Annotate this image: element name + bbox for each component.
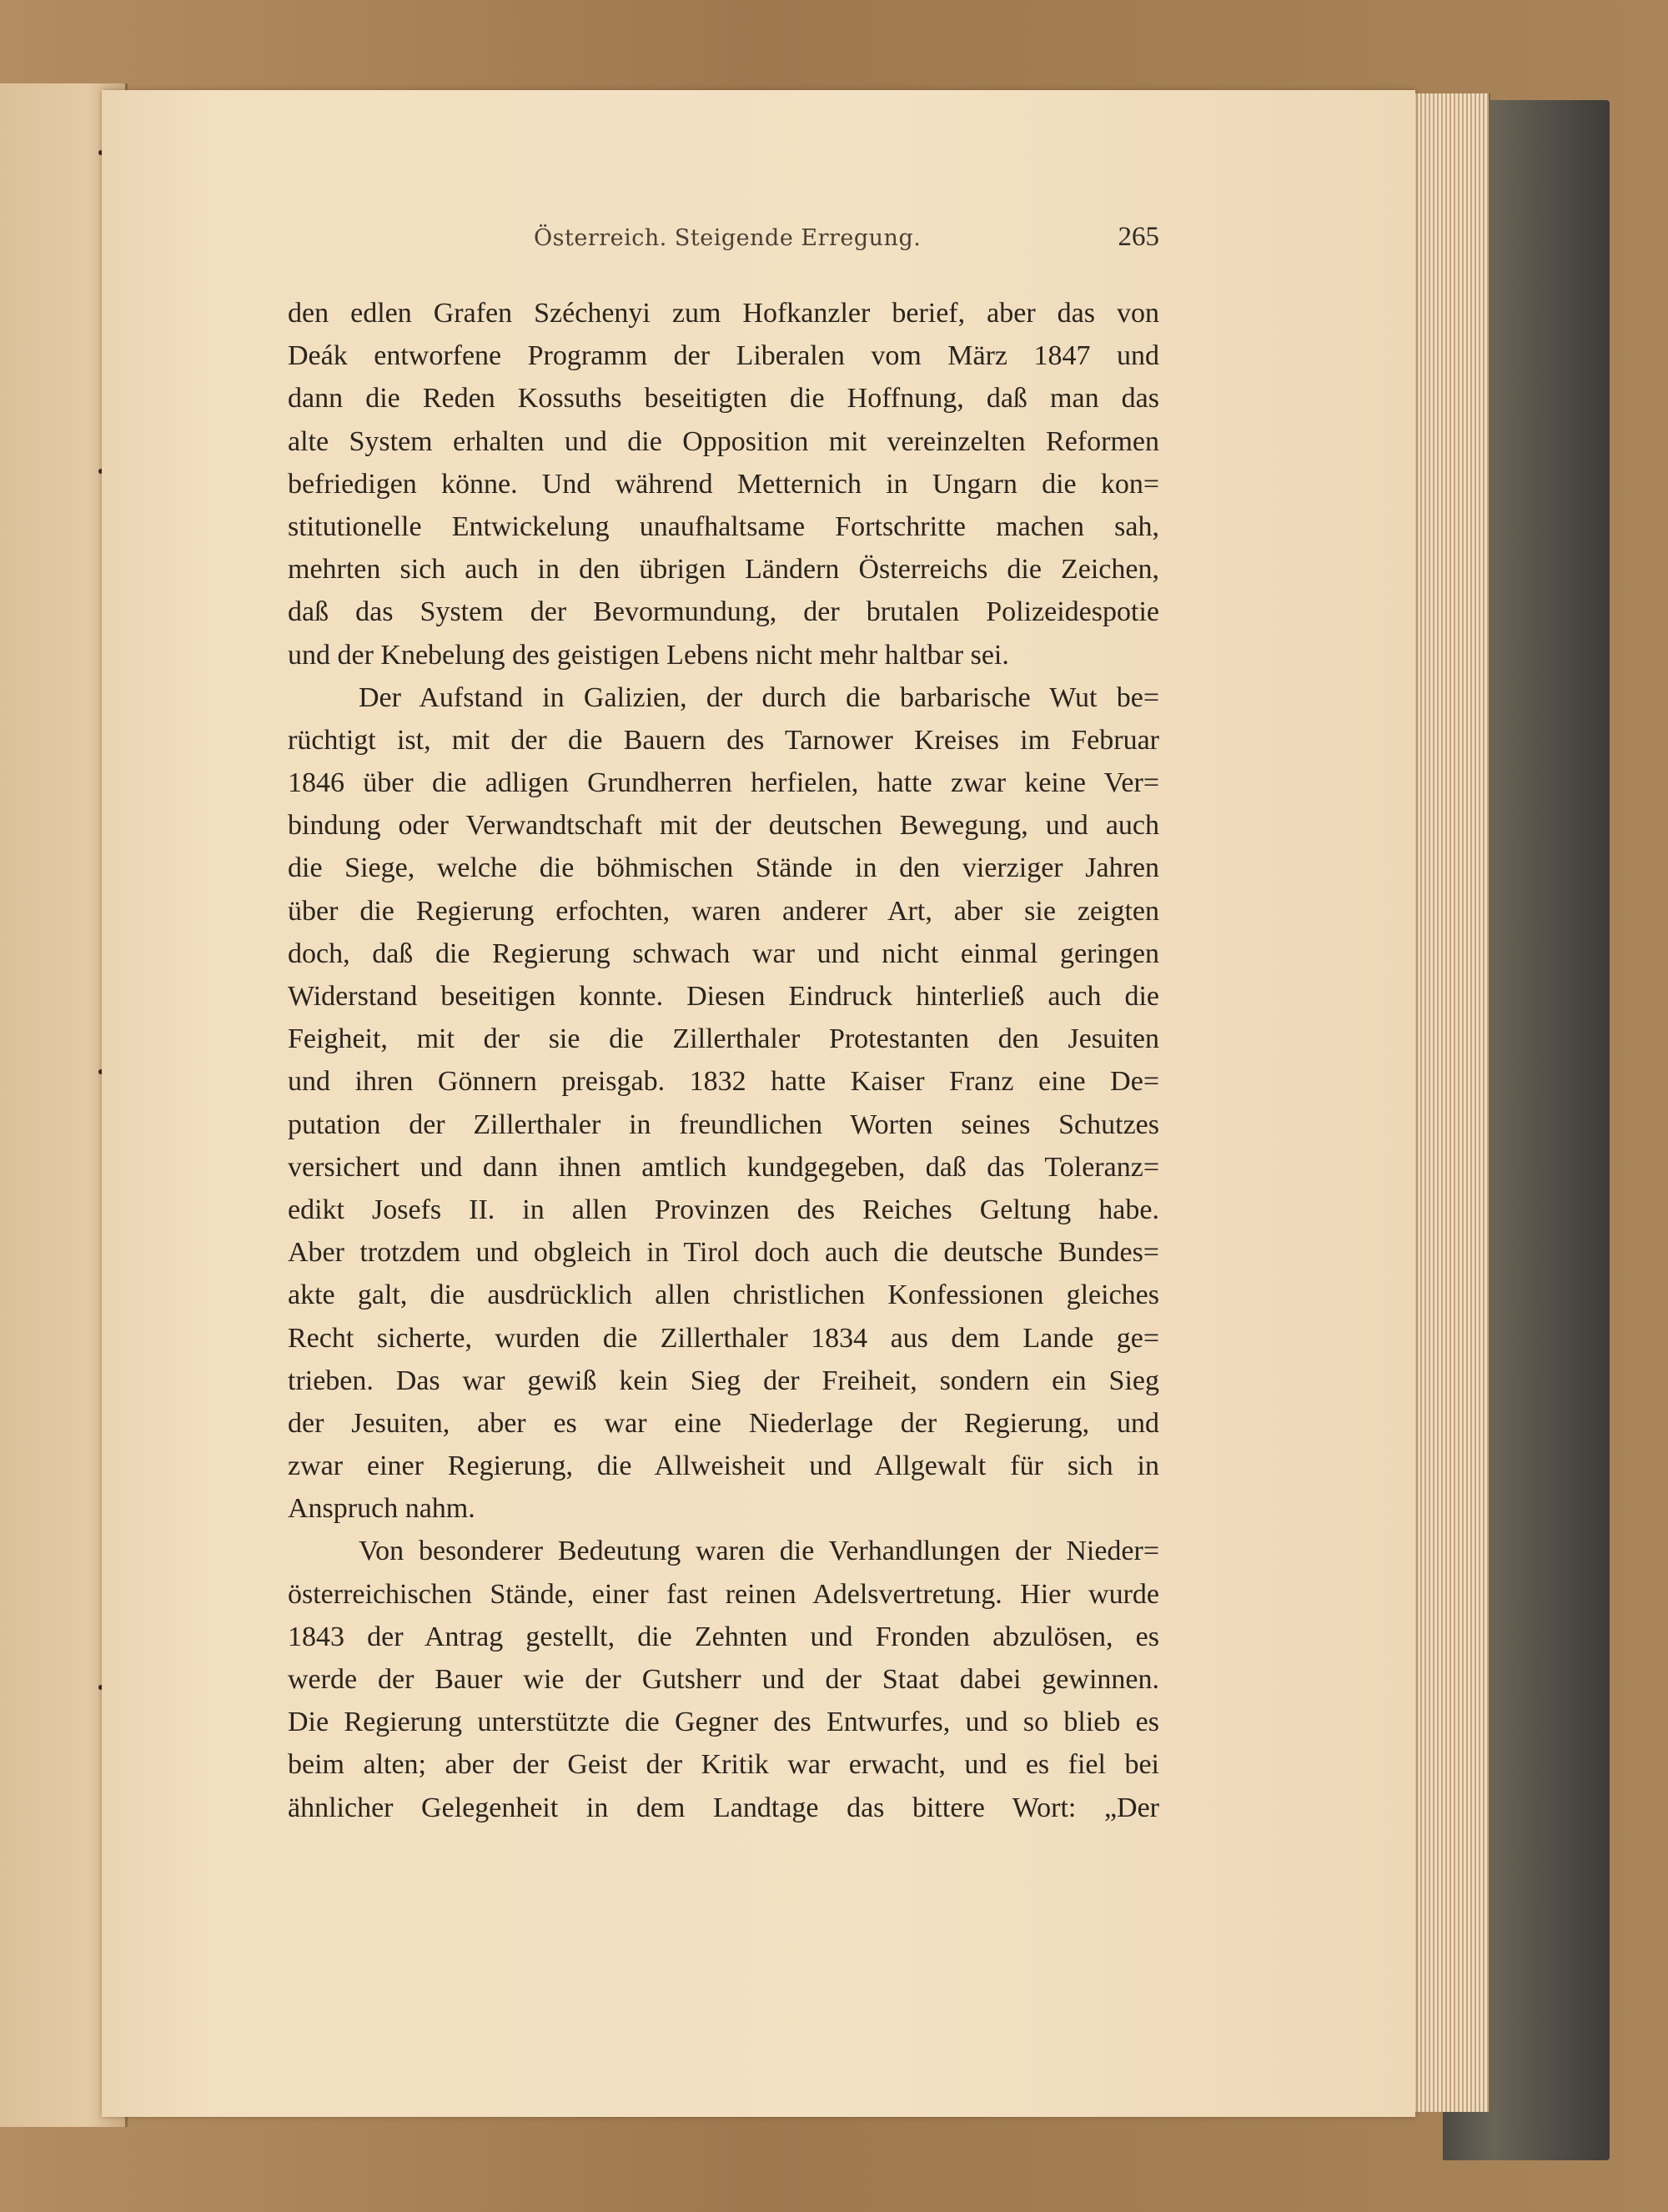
text-line: werde der Bauer wie der Gutsherr und der Staat dabei gewinnen. xyxy=(288,1664,1159,1695)
text-line: ähnlicher Gelegenheit in dem Landtage das bittere Wort: „Der xyxy=(288,1792,1159,1823)
text-line: Feigheit, mit der sie die Zillerthaler Protestanten den Jesuiten xyxy=(288,1023,1159,1055)
text-line: der Jesuiten, aber es war eine Niederlage der Regierung, und xyxy=(288,1407,1159,1439)
text-line: österreichischen Stände, einer fast reinen Adelsvertretung. Hier wurde xyxy=(288,1578,1159,1610)
page-stack-edges xyxy=(1409,93,1490,2112)
page-number: 265 xyxy=(1118,222,1159,252)
body-text xyxy=(288,292,1159,1829)
text-line: und ihren Gönnern preisgab. 1832 hatte Kaiser Franz eine De= xyxy=(288,1066,1159,1098)
text-line: rüchtigt ist, mit der die Bauern des Tarnower Kreises im Februar xyxy=(288,724,1159,756)
text-line: beim alten; aber der Geist der Kritik war erwacht, und es fiel bei xyxy=(288,1749,1159,1781)
text-line: 1843 der Antrag gestellt, die Zehnten und Fronden abzulösen, es xyxy=(288,1621,1159,1652)
paragraph-start-line: Von besonderer Bedeutung waren die Verhandlungen der Nieder= xyxy=(359,1536,1159,1567)
text-line: trieben. Das war gewiß kein Sieg der Freiheit, sondern ein Sieg xyxy=(288,1365,1159,1396)
text-line: befriedigen könne. Und während Metternich in Ungarn die kon= xyxy=(288,468,1159,500)
text-line: edikt Josefs II. in allen Provinzen des Reiches Geltung habe. xyxy=(288,1194,1159,1225)
text-line: den edlen Grafen Széchenyi zum Hofkanzler berief, aber das von xyxy=(288,298,1159,329)
text-line: und der Knebelung des geistigen Lebens nicht mehr haltbar sei. xyxy=(288,639,1009,671)
text-line: Aber trotzdem und obgleich in Tirol doch auch die deutsche Bundes= xyxy=(288,1237,1159,1269)
text-line: dann die Reden Kossuths beseitigten die Hoffnung, daß man das xyxy=(288,383,1159,415)
text-line: 1846 über die adligen Grundherren herfielen, hatte zwar keine Ver= xyxy=(288,767,1159,799)
text-line: daß das System der Bevormundung, der brutalen Polizeidespotie xyxy=(288,596,1159,628)
text-line: zwar einer Regierung, die Allweisheit und Allgewalt für sich in xyxy=(288,1450,1159,1482)
text-line: doch, daß die Regierung schwach war und nicht einmal geringen xyxy=(288,938,1159,969)
text-line: alte System erhalten und die Opposition mit vereinzelten Reformen xyxy=(288,425,1159,457)
text-line: stitutionelle Entwickelung unaufhaltsame Fortschritte machen sah, xyxy=(288,510,1159,542)
text-line: putation der Zillerthaler in freundlichen Worten seines Schutzes xyxy=(288,1109,1159,1140)
text-line: Deák entworfene Programm der Liberalen vom März 1847 und xyxy=(288,340,1159,372)
text-line: die Siege, welche die böhmischen Stände in den vierziger Jahren xyxy=(288,852,1159,884)
text-line: Recht sicherte, wurden die Zillerthaler 1834 aus dem Lande ge= xyxy=(288,1322,1159,1354)
text-line: Die Regierung unterstützte die Gegner des Entwurfes, und so blieb es xyxy=(288,1707,1159,1738)
page-header xyxy=(288,222,1159,267)
text-line: bindung oder Verwandtschaft mit der deutschen Bewegung, und auch xyxy=(288,810,1159,842)
text-line: akte galt, die ausdrücklich allen christlichen Konfessionen gleiches xyxy=(288,1279,1159,1311)
text-line: über die Regierung erfochten, waren anderer Art, aber sie zeigten xyxy=(288,895,1159,927)
running-head: Österreich. Steigende Erregung. xyxy=(534,225,922,251)
text-line: mehrten sich auch in den übrigen Ländern Österreichs die Zeichen, xyxy=(288,554,1159,586)
text-line: Widerstand beseitigen konnte. Diesen Eindruck hinterließ auch die xyxy=(288,981,1159,1012)
paragraph-start-line: Der Aufstand in Galizien, der durch die barbarische Wut be= xyxy=(359,681,1159,713)
text-line: versichert und dann ihnen amtlich kundgegeben, daß das Toleranz= xyxy=(288,1151,1159,1183)
text-line: Anspruch nahm. xyxy=(288,1493,475,1525)
